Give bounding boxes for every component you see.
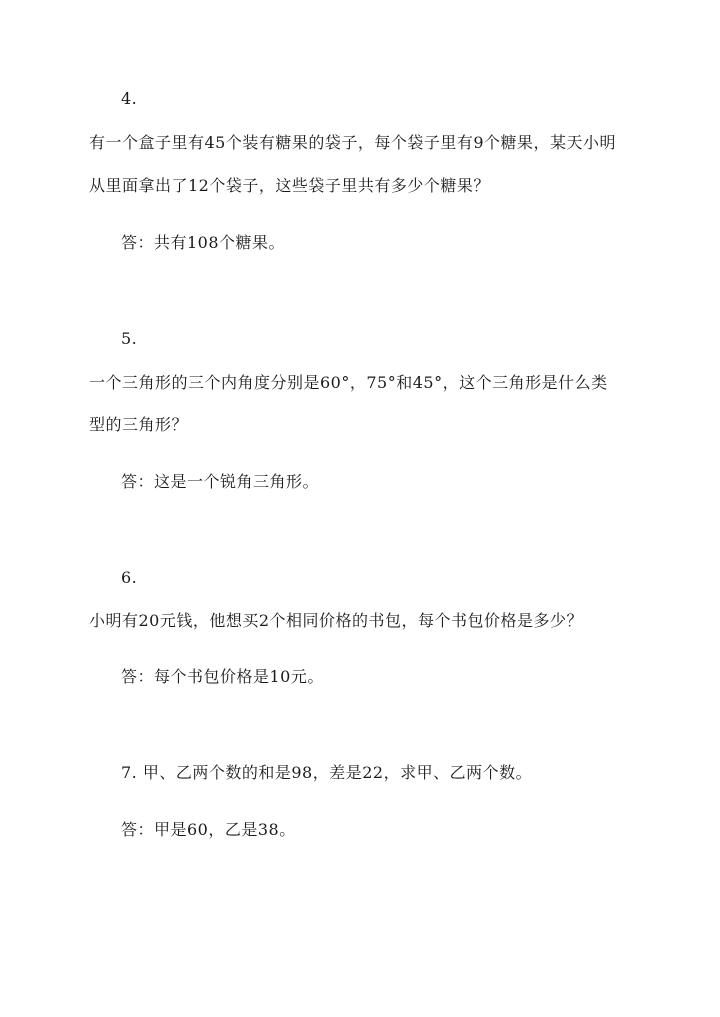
answer-text: 答：这是一个锐角三角形。 [121, 472, 320, 491]
question-text-line: 7. 甲、乙两个数的和是98，差是22，求甲、乙两个数。 [121, 763, 533, 782]
question-text-line: 小明有20元钱，他想买2个相同价格的书包，每个书包价格是多少？ [89, 611, 584, 630]
question-number: 5. [121, 329, 138, 348]
question-number: 6. [121, 568, 138, 587]
answer-text: 答：每个书包价格是10元。 [121, 667, 324, 686]
answer-text: 答：共有108个糖果。 [121, 233, 286, 252]
question-text-line: 型的三角形？ [89, 415, 189, 434]
question-text-line: 一个三角形的三个内角度分别是60°，75°和45°，这个三角形是什么类 [89, 373, 608, 392]
answer-text: 答：甲是60，乙是38。 [121, 820, 296, 839]
question-number: 4. [121, 89, 138, 108]
question-text-line: 从里面拿出了12个袋子，这些袋子里共有多少个糖果？ [89, 176, 490, 195]
question-text-line: 有一个盒子里有45个装有糖果的袋子，每个袋子里有9个糖果，某天小明 [89, 133, 617, 152]
